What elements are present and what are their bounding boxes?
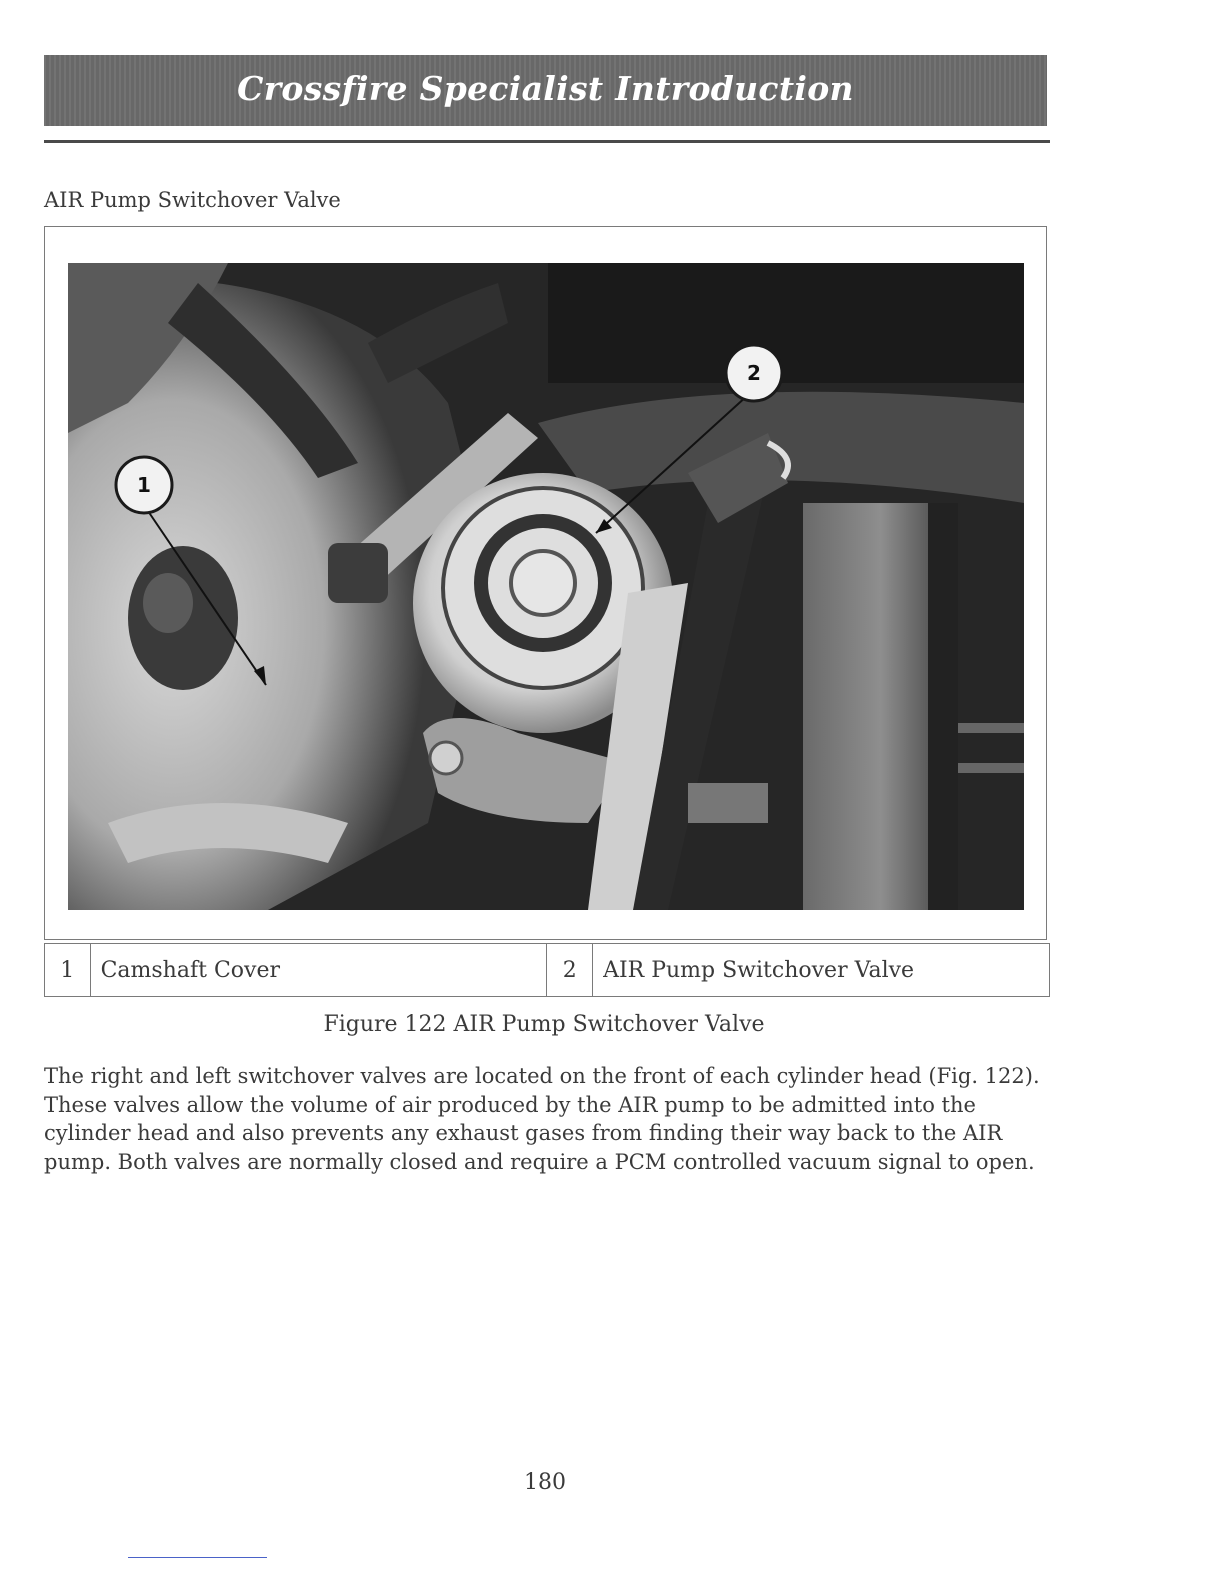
figure-legend-table: [44, 943, 1050, 997]
footnote-rule: [128, 1557, 267, 1558]
legend-number: 2: [547, 944, 593, 997]
legend-number: 1: [45, 944, 91, 997]
page-header-banner: [44, 55, 1047, 126]
legend-label: AIR Pump Switchover Valve: [593, 944, 1050, 997]
callout-2-label: 2: [747, 361, 761, 385]
callout-1-label: 1: [137, 473, 151, 497]
legend-label: Camshaft Cover: [90, 944, 547, 997]
page-number: 180: [524, 1470, 566, 1495]
body-paragraph: The right and left switchover valves are located on the front of each cylinder head (Fig. 122). These valves allow the volume of air produced by the AIR pump to be admitted into the cylinder head and also prevents any exhaust gases from finding their way back to the AIR pump. Both valves are normally closed and require a PCM controlled vacuum signal to open.: [44, 1064, 1040, 1174]
engine-photo: [68, 263, 1024, 910]
section-title: AIR Pump Switchover Valve: [44, 188, 341, 212]
header-rule: [44, 140, 1050, 143]
figure-caption: Figure 122 AIR Pump Switchover Valve: [323, 1012, 765, 1037]
header-title: Crossfire Specialist Introduction: [237, 69, 854, 108]
legend-row: [45, 944, 1050, 997]
